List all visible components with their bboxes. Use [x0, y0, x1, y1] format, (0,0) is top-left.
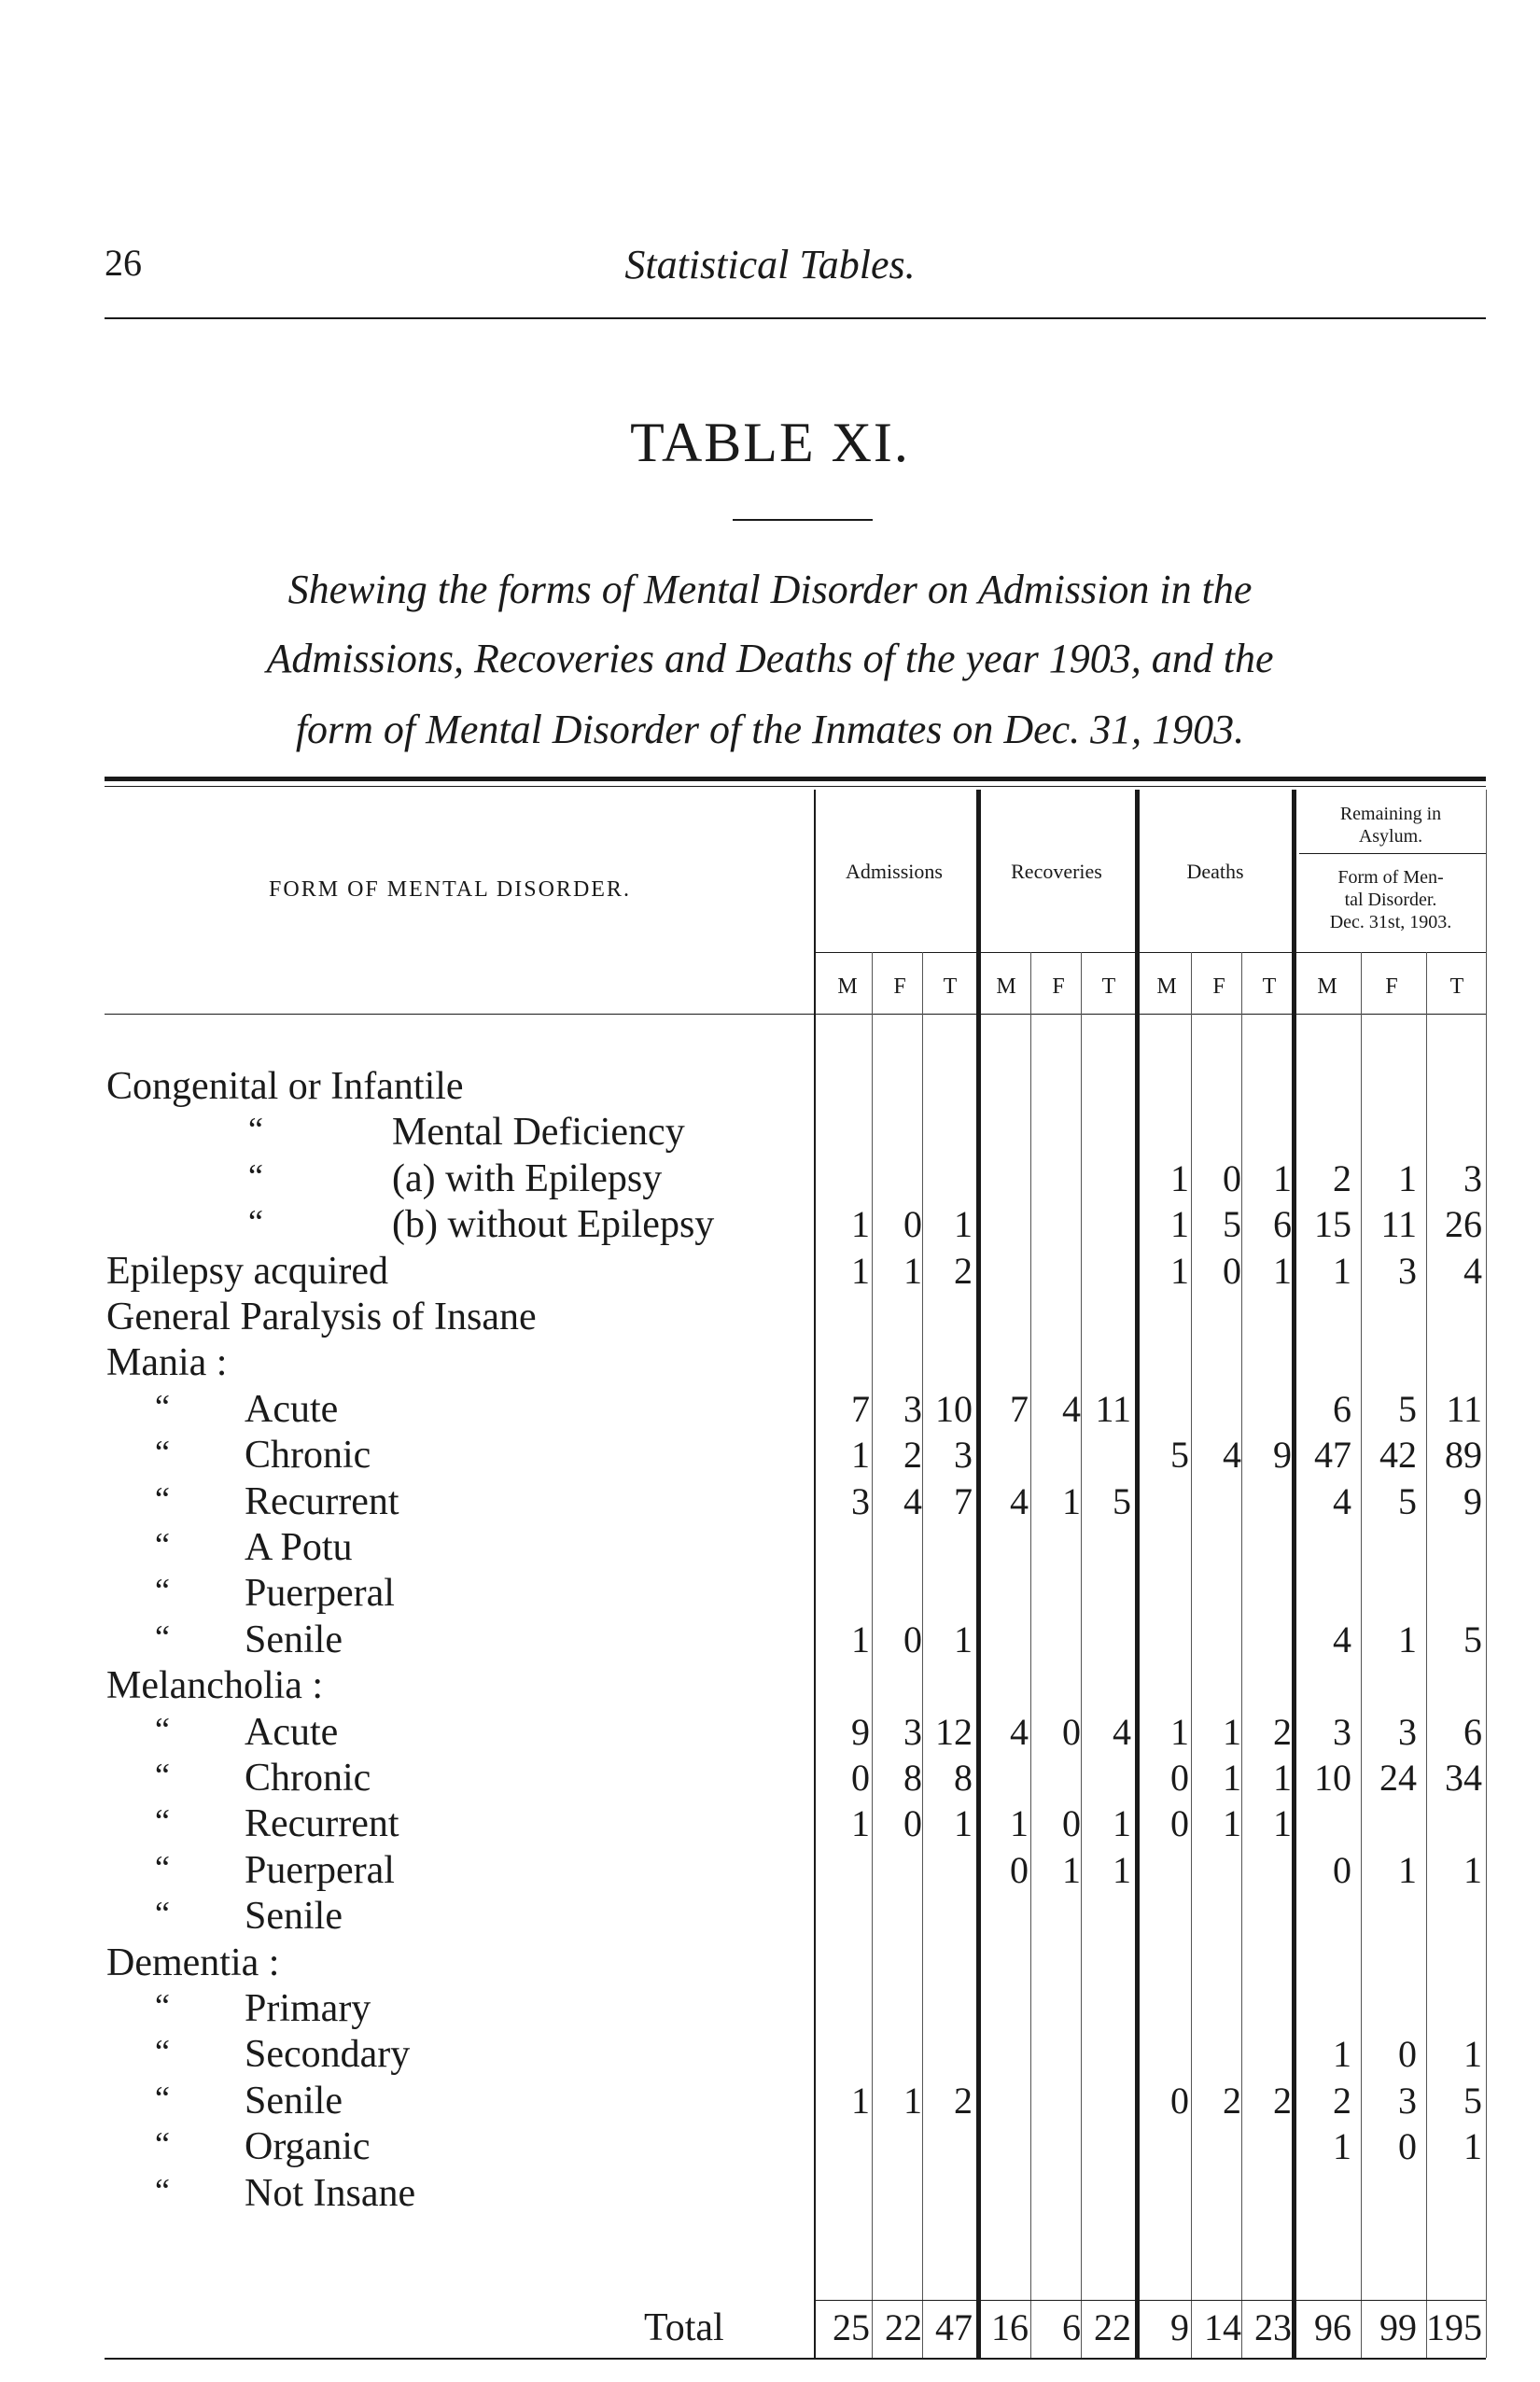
header-bottom-rule — [105, 1014, 1486, 1015]
table-cell: 6 — [1333, 1387, 1351, 1430]
table-cell: 8 — [903, 1757, 922, 1799]
table-cell: 1 — [1463, 1848, 1482, 1891]
table-cell: 6 — [1463, 1710, 1482, 1753]
table-cell: 0 — [1062, 1802, 1081, 1845]
table-cell: 1 — [1463, 2033, 1482, 2076]
header-t-col-6: T — [1101, 974, 1116, 999]
ditto-mark: “ — [155, 1710, 170, 1748]
table-cell: 4 — [1463, 1249, 1482, 1292]
header-m-col-1: M — [837, 974, 858, 999]
ditto-mark: “ — [248, 1111, 263, 1149]
subtitle-line-2: Admissions, Recoveries and Deaths of the year 1903, and the — [266, 636, 1274, 681]
total-cell: 14 — [1204, 2306, 1241, 2348]
table-cell: 1 — [1223, 1710, 1241, 1753]
table-cell: 2 — [1333, 2079, 1351, 2122]
table-cell: 4 — [1010, 1479, 1029, 1522]
table-cell: 0 — [1170, 1757, 1189, 1799]
header-form-of-mental-disorder: FORM OF MENTAL DISORDER. — [269, 877, 631, 902]
table-cell: 7 — [851, 1387, 870, 1430]
table-cell: 1 — [851, 2079, 870, 2122]
table-cell: 5 — [1398, 1479, 1417, 1522]
table-cell: 4 — [1223, 1434, 1241, 1477]
table-cell: 5 — [1463, 1618, 1482, 1660]
header-admissions: Admissions — [846, 860, 943, 883]
table-cell: 0 — [851, 1757, 870, 1799]
row-label: Puerperal — [245, 1572, 395, 1616]
group-divider — [1292, 790, 1296, 2358]
table-cell: 1 — [1273, 1249, 1292, 1292]
table-cell: 8 — [954, 1757, 973, 1799]
table-cell: 1 — [851, 1618, 870, 1660]
table-cell: 1 — [1062, 1479, 1081, 1522]
table-cell: 1 — [851, 1802, 870, 1845]
table-cell: 1 — [954, 1203, 973, 1246]
total-label: Total — [644, 2306, 724, 2349]
table-cell: 1 — [1273, 1156, 1292, 1199]
ditto-mark: “ — [248, 1203, 263, 1241]
table-cell: 1 — [1223, 1757, 1241, 1799]
table-top-rule-thin — [105, 786, 1486, 787]
header-t-col-9: T — [1262, 974, 1277, 999]
header-f-col-11: F — [1385, 974, 1398, 999]
table-cell: 5 — [1170, 1434, 1189, 1477]
ditto-mark: “ — [155, 2171, 170, 2209]
table-cell: 5 — [1113, 1479, 1131, 1522]
row-label: Senile — [245, 1618, 343, 1661]
header-f-col-2: F — [893, 974, 906, 999]
subtitle-line-3: form of Mental Disorder of the Inmates on Dec. 31, 1903. — [295, 707, 1245, 752]
table-cell: 0 — [1398, 2033, 1417, 2076]
table-cell: 34 — [1445, 1757, 1482, 1799]
table-cell: 3 — [1333, 1710, 1351, 1753]
table-cell: 1 — [1223, 1802, 1241, 1845]
table-cell: 9 — [1273, 1434, 1292, 1477]
row-label: Not Insane — [245, 2171, 416, 2215]
ditto-mark: “ — [155, 1802, 170, 1841]
table-cell: 6 — [1273, 1203, 1292, 1246]
table-cell: 2 — [903, 1434, 922, 1477]
ditto-mark: “ — [155, 2079, 170, 2117]
header-rule — [105, 317, 1486, 319]
header-remaining-1: Remaining in — [1339, 804, 1442, 824]
row-label: Puerperal — [245, 1848, 395, 1892]
table-cell: 42 — [1379, 1434, 1417, 1477]
row-label: Acute — [245, 1710, 339, 1754]
table-cell: 1 — [851, 1434, 870, 1477]
column-divider — [1486, 790, 1487, 2358]
table-cell: 1 — [1170, 1203, 1189, 1246]
ditto-mark: “ — [155, 1895, 170, 1933]
table-cell: 1 — [851, 1249, 870, 1292]
header-m-col-4: M — [996, 974, 1016, 999]
total-cell: 23 — [1254, 2306, 1292, 2348]
table-cell: 2 — [1273, 1710, 1292, 1753]
header-m-col-10: M — [1317, 974, 1337, 999]
table-cell: 1 — [1463, 2125, 1482, 2168]
table-cell: 1 — [1113, 1848, 1131, 1891]
row-label: Mental Deficiency — [392, 1111, 685, 1155]
table-cell: 1 — [1398, 1848, 1417, 1891]
table-cell: 0 — [903, 1618, 922, 1660]
header-f-col-5: F — [1052, 974, 1065, 999]
table-cell: 7 — [1010, 1387, 1029, 1430]
header-t-col-12: T — [1449, 974, 1464, 999]
ditto-mark: “ — [155, 1526, 170, 1563]
table-cell: 3 — [1398, 1710, 1417, 1753]
total-cell: 9 — [1170, 2306, 1189, 2348]
table-cell: 1 — [954, 1802, 973, 1845]
total-cell: 99 — [1379, 2306, 1417, 2348]
row-label: General Paralysis of Insane — [106, 1296, 537, 1338]
page-number: 26 — [105, 242, 142, 284]
table-cell: 2 — [1223, 2079, 1241, 2122]
table-cell: 0 — [1010, 1848, 1029, 1891]
table-cell: 3 — [1398, 1249, 1417, 1292]
table-cell: 1 — [1170, 1156, 1189, 1199]
ditto-mark: “ — [155, 1572, 170, 1610]
row-label: Chronic — [245, 1757, 371, 1800]
ditto-mark: “ — [155, 1848, 170, 1886]
table-cell: 2 — [1333, 1156, 1351, 1199]
table-cell: 1 — [903, 1249, 922, 1292]
table-cell: 1 — [1398, 1156, 1417, 1199]
table-cell: 4 — [1333, 1618, 1351, 1660]
row-label: Primary — [245, 1987, 371, 2030]
table-cell: 5 — [1398, 1387, 1417, 1430]
row-label: Epilepsy acquired — [106, 1249, 389, 1293]
table-cell: 9 — [851, 1710, 870, 1753]
table-cell: 26 — [1445, 1203, 1482, 1246]
header-m-col-7: M — [1156, 974, 1177, 999]
ditto-mark: “ — [155, 2033, 170, 2071]
table-cell: 3 — [954, 1434, 973, 1477]
table-cell: 0 — [1062, 1710, 1081, 1753]
ditto-mark: “ — [155, 1387, 170, 1425]
table-cell: 0 — [1170, 2079, 1189, 2122]
total-cell: 22 — [1094, 2306, 1131, 2348]
row-label: Secondary — [245, 2033, 411, 2077]
row-label: Congenital or Infantile — [106, 1065, 464, 1108]
group-divider — [976, 790, 981, 2358]
header-recoveries: Recoveries — [1011, 860, 1102, 883]
row-label: Recurrent — [245, 1802, 399, 1846]
row-label: Dementia : — [106, 1941, 280, 1984]
table-cell: 1 — [1273, 1757, 1292, 1799]
total-cell: 47 — [935, 2306, 973, 2348]
table-cell: 1 — [1113, 1802, 1131, 1845]
table-cell: 1 — [1170, 1249, 1189, 1292]
subtitle-line-1: Shewing the forms of Mental Disorder on Admission in the — [287, 567, 1253, 612]
row-label: (a) with Epilepsy — [392, 1156, 663, 1200]
table-cell: 1 — [954, 1618, 973, 1660]
ditto-mark: “ — [248, 1156, 263, 1195]
ditto-mark: “ — [155, 1757, 170, 1794]
ditto-mark: “ — [155, 1987, 170, 2025]
row-label: Mania : — [106, 1341, 228, 1385]
table-cell: 0 — [1398, 2125, 1417, 2168]
header-t-col-3: T — [943, 974, 958, 999]
total-cell: 6 — [1062, 2306, 1081, 2348]
row-label: Senile — [245, 2079, 343, 2123]
ditto-mark: “ — [155, 2125, 170, 2164]
header-remaining-2: Asylum. — [1358, 826, 1423, 847]
group-divider — [814, 790, 816, 2358]
table-cell: 4 — [1010, 1710, 1029, 1753]
table-cell: 4 — [1062, 1387, 1081, 1430]
table-cell: 5 — [1463, 2079, 1482, 2122]
table-cell: 1 — [1170, 1710, 1189, 1753]
table-cell: 11 — [1446, 1387, 1482, 1430]
table-cell: 0 — [1223, 1156, 1241, 1199]
table-cell: 4 — [1113, 1710, 1131, 1753]
table-cell: 1 — [851, 1203, 870, 1246]
ditto-mark: “ — [155, 1434, 170, 1472]
table-cell: 3 — [1463, 1156, 1482, 1199]
table-cell: 1 — [1333, 1249, 1351, 1292]
table-cell: 0 — [1333, 1848, 1351, 1891]
title-rule — [733, 519, 873, 521]
table-cell: 4 — [903, 1479, 922, 1522]
table-cell: 4 — [1333, 1479, 1351, 1522]
row-label: Organic — [245, 2125, 371, 2169]
table-cell: 3 — [903, 1710, 922, 1753]
table-title: TABLE XI. — [630, 412, 910, 473]
column-divider — [1030, 952, 1031, 2358]
row-label: (b) without Epilepsy — [392, 1203, 715, 1247]
table-cell: 1 — [903, 2079, 922, 2122]
table-cell: 89 — [1445, 1434, 1482, 1477]
header-remaining-sub-3: Dec. 31st, 1903. — [1329, 912, 1452, 932]
table-cell: 24 — [1379, 1757, 1417, 1799]
table-cell: 11 — [1095, 1387, 1131, 1430]
table-cell: 1 — [1333, 2033, 1351, 2076]
table-cell: 7 — [954, 1479, 973, 1522]
table-cell: 9 — [1463, 1479, 1482, 1522]
running-head: Statistical Tables. — [624, 242, 916, 287]
table-cell: 10 — [1314, 1757, 1351, 1799]
table-cell: 3 — [1398, 2079, 1417, 2122]
table-cell: 0 — [1170, 1802, 1189, 1845]
total-cell: 22 — [885, 2306, 922, 2348]
row-label: Acute — [245, 1387, 339, 1431]
remaining-sub-rule — [1299, 853, 1486, 854]
table-cell: 11 — [1380, 1203, 1417, 1246]
table-cell: 2 — [954, 2079, 973, 2122]
column-divider — [1081, 952, 1082, 2358]
table-cell: 47 — [1314, 1434, 1351, 1477]
total-rule-top — [816, 2300, 1486, 2301]
table-cell: 15 — [1314, 1203, 1351, 1246]
table-cell: 12 — [935, 1710, 973, 1753]
table-cell: 0 — [1223, 1249, 1241, 1292]
row-label: Chronic — [245, 1434, 371, 1478]
total-cell: 96 — [1314, 2306, 1351, 2348]
table-cell: 1 — [1010, 1802, 1029, 1845]
table-cell: 10 — [935, 1387, 973, 1430]
table-cell: 0 — [903, 1203, 922, 1246]
total-cell: 195 — [1426, 2306, 1482, 2348]
ditto-mark: “ — [155, 1479, 170, 1518]
header-f-col-8: F — [1212, 974, 1225, 999]
table-cell: 3 — [851, 1479, 870, 1522]
row-label: Recurrent — [245, 1479, 399, 1523]
table-cell: 2 — [1273, 2079, 1292, 2122]
ditto-mark: “ — [155, 1618, 170, 1656]
table-cell: 1 — [1273, 1802, 1292, 1845]
row-label: Senile — [245, 1895, 343, 1939]
table-cell: 3 — [903, 1387, 922, 1430]
table-cell: 1 — [1398, 1618, 1417, 1660]
row-label: A Potu — [245, 1526, 353, 1569]
table-cell: 5 — [1223, 1203, 1241, 1246]
total-cell: 25 — [833, 2306, 870, 2348]
table-cell: 1 — [1062, 1848, 1081, 1891]
table-cell: 1 — [1333, 2125, 1351, 2168]
header-remaining-sub-2: tal Disorder. — [1344, 890, 1437, 910]
group-divider — [1135, 790, 1140, 2358]
header-deaths: Deaths — [1186, 860, 1244, 883]
mft-rule-top — [816, 952, 1486, 953]
header-remaining-sub-1: Form of Men- — [1337, 867, 1444, 888]
table-bottom-rule — [105, 2358, 1486, 2360]
table-cell: 0 — [903, 1802, 922, 1845]
total-cell: 16 — [991, 2306, 1029, 2348]
table-top-rule — [105, 777, 1486, 781]
row-label: Melancholia : — [106, 1664, 324, 1708]
table-cell: 2 — [954, 1249, 973, 1292]
